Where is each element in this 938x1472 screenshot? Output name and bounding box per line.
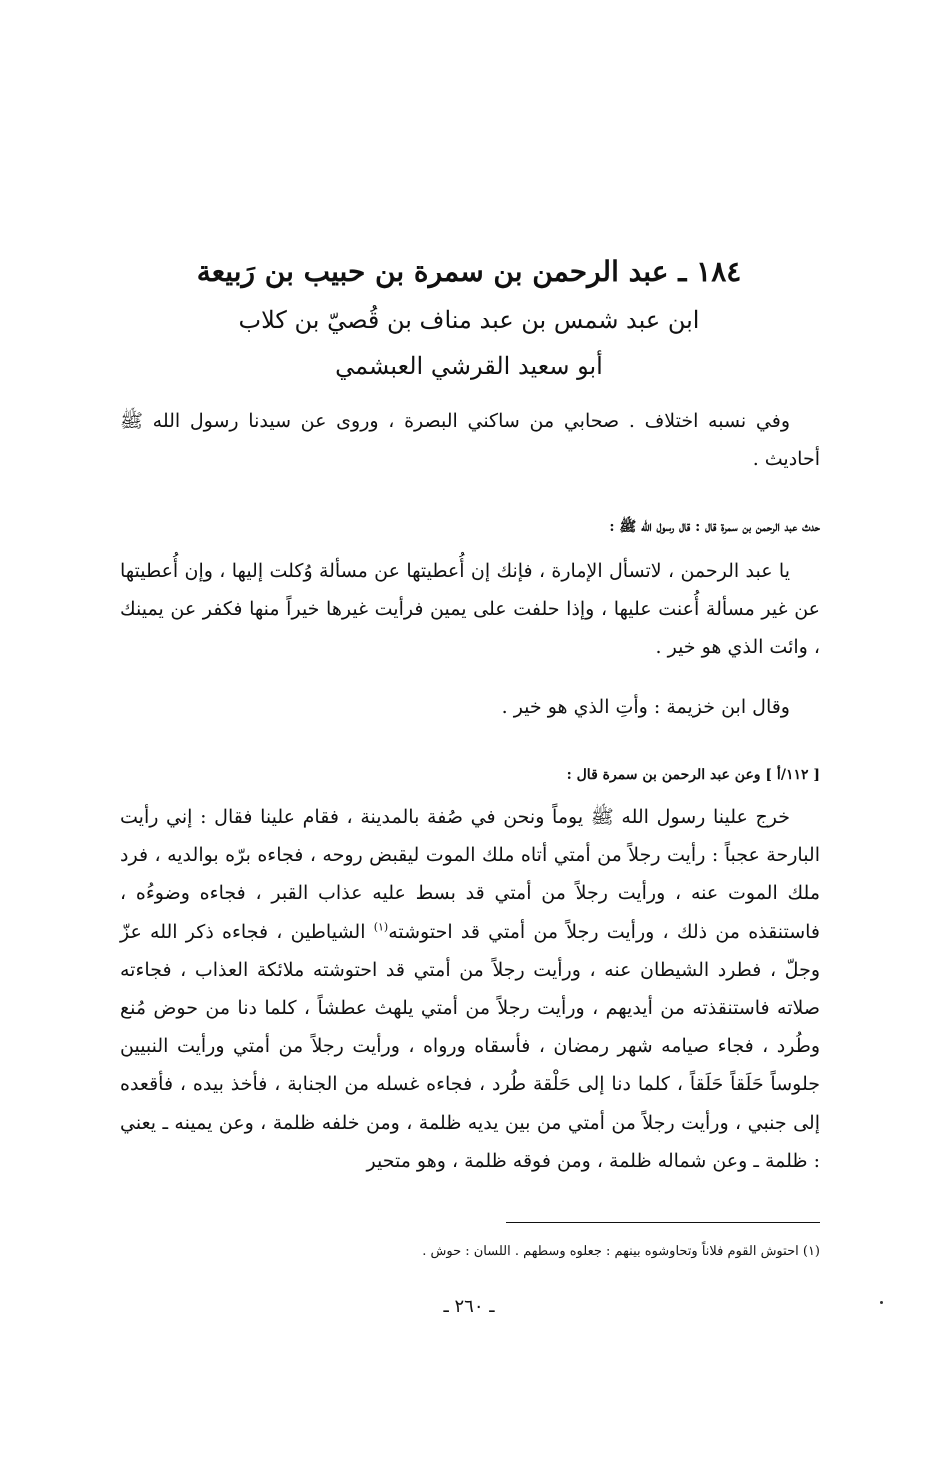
footnote-text: (١) احتوش القوم فلاناً وتحاوشوه بينهم : جعلوه وسطهم . اللسان : حوش .	[422, 1244, 820, 1259]
ibn-khuzayma-note: وقال ابن خزيمة : وأتِ الذي هو خير .	[501, 696, 790, 718]
entry-title: ١٨٤ ـ عبد الرحمن بن سمرة بن حبيب بن رَبيعة	[196, 255, 742, 288]
entry-lineage: ابن عبد شمس بن عبد مناف بن قُصيّ بن كلاب	[238, 306, 700, 334]
hadith-2-chain: [ ١١٢/أ ] وعن عبد الرحمن بن سمرة قال :	[566, 767, 820, 783]
hadith-2-text	[120, 798, 820, 1180]
footnote-marker: (١)	[373, 920, 389, 934]
page-number: ـ ٢٦٠ ـ	[443, 1296, 495, 1317]
footnote-divider	[506, 1222, 820, 1223]
hadith-1-text: يا عبد الرحمن ، لاتسأل الإمارة ، فإنك إن أُعطيتها عن مسألة وُكلت إليها ، وإن أُعطيتها عن غير مسألة أُعنت عليها ، وإذا حلفت على يمين فرأيت غيرها خيراً منها فكفر عن يمينك ، وائت الذي هو خير .	[120, 560, 820, 658]
hadith-2-text-part-2: الشياطين ، فجاءه ذكر الله عزّ وجلّ ، فطرد الشيطان عنه ، ورأيت رجلاً من أمتي قد احتوشته ملائكة العذاب ، فجاءته صلاته فاستنقذته من أيديهم ، ورأيت رجلاً من أمتي يلهث عطشاً ، كلما دنا من حوض مُنع وطُرد ، فجاء صيامه شهر رمضان ، فأسقاه ورواه ، ورأيت رجلاً من أمتي ورأيت النبيين جلوساً حَلَقاً حَلَقاً ، كلما دنا إلى حَلْقة طُرد ، فجاءه غسله من الجنابة ، فأخذ بيده ، فأقعده إلى جنبي ، ورأيت رجلاً من أمتي من بين يديه ظلمة ، ومن خلفه ظلمة ، وعن يمينه ـ يعني : ظلمة ـ وعن شماله ظلمة ، ومن فوقه ظلمة ، وهو متحير	[120, 920, 820, 1172]
entry-kunya: أبو سعيد القرشي العبشمي	[335, 352, 603, 380]
intro-paragraph: وفي نسبه اختلاف . صحابي من ساكني البصرة ، وروى عن سيدنا رسول الله ﷺ أحاديث .	[120, 410, 820, 470]
scan-speck	[880, 1301, 883, 1304]
hadith-1-chain: حدث عبد الرحمن بن سمرة قال : قال رسول الله ﷺ :	[609, 519, 820, 535]
hadith-2-text-part-1: خرج علينا رسول الله ﷺ يوماً ونحن في صُفة بالمدينة ، فقام علينا فقال : إني رأيت البارحة عجباً : رأيت رجلاً من أمتي أتاه ملك الموت ليقبض روحه ، فجاءه برّه بوالديه ، فرد ملك الموت عنه ، ورأيت رجلاً من أمتي قد بسط عليه عذاب القبر ، فجاءه وضوءُه ، فاستنقذه من ذلك ، ورأيت رجلاً من أمتي قد احتوشته	[120, 806, 821, 943]
